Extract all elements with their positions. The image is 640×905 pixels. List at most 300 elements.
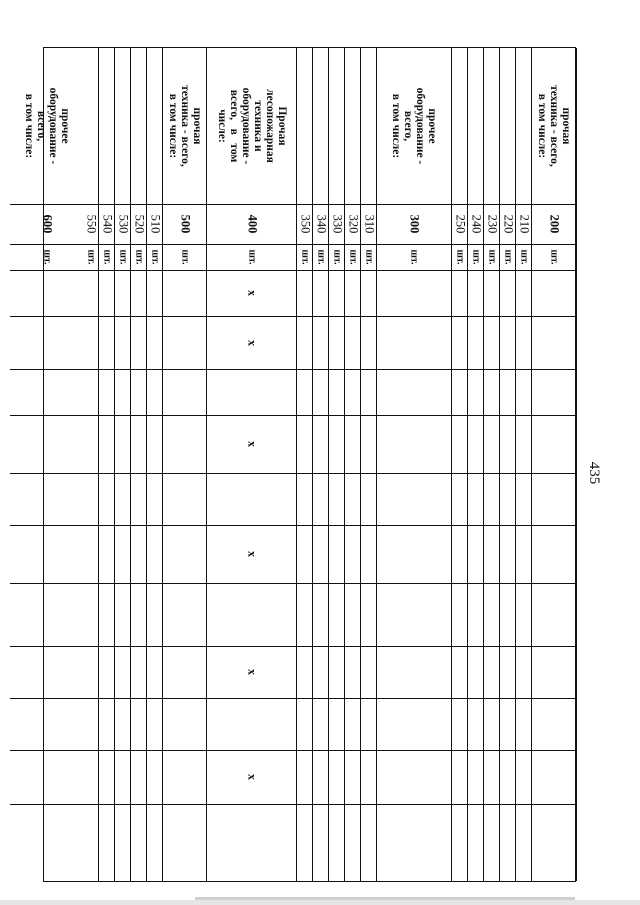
row-unit: шт. <box>315 249 326 265</box>
row-code-cell <box>163 204 206 244</box>
data-cell <box>131 646 146 698</box>
row-code-cell <box>115 204 130 244</box>
data-cell <box>500 583 515 646</box>
data-cell <box>452 369 467 415</box>
data-cell <box>532 473 576 525</box>
data-cell <box>345 646 360 698</box>
data-cell <box>99 415 114 473</box>
data-cell <box>532 750 576 804</box>
data-cell <box>207 698 296 750</box>
data-cell <box>83 369 98 415</box>
row-code-cell <box>500 204 515 244</box>
row-unit: шт. <box>149 249 160 265</box>
data-cell <box>377 316 451 369</box>
data-cell <box>99 750 114 804</box>
data-cell <box>329 646 344 698</box>
data-cell <box>207 804 296 867</box>
data-cell <box>468 473 483 525</box>
data-cell <box>163 804 206 867</box>
data-cell <box>377 698 451 750</box>
row-unit-cell <box>147 244 162 270</box>
data-cell <box>516 698 531 750</box>
data-cell <box>329 698 344 750</box>
row-code-cell <box>361 204 376 244</box>
data-cell <box>484 750 499 804</box>
data-cell <box>484 804 499 867</box>
row-code: 550 <box>84 214 98 234</box>
data-cell <box>500 646 515 698</box>
data-cell <box>147 525 162 583</box>
row-label: Прочая лесопожарная техника и оборудование - всего, в том числе: <box>215 87 288 165</box>
row-code-cell <box>484 204 499 244</box>
row-unit: шт. <box>331 249 342 265</box>
data-cell <box>313 270 328 316</box>
row-unit: шт. <box>363 249 374 265</box>
data-cell <box>345 415 360 473</box>
data-cell <box>532 270 576 316</box>
data-cell <box>484 369 499 415</box>
data-cell <box>131 525 146 583</box>
row-unit: шт. <box>101 249 112 265</box>
data-cell <box>313 646 328 698</box>
data-cell <box>516 415 531 473</box>
row-code-cell <box>99 204 114 244</box>
data-cell <box>163 750 206 804</box>
row-unit-cell <box>207 244 296 270</box>
table-column-350 <box>297 48 313 881</box>
row-label-cell <box>83 48 98 204</box>
cross-mark: x <box>245 774 259 780</box>
data-cell <box>163 369 206 415</box>
data-cell <box>10 583 83 646</box>
row-label-cell <box>361 48 376 204</box>
row-code-cell <box>10 204 83 244</box>
data-cell <box>532 525 576 583</box>
data-cell <box>361 583 376 646</box>
data-cell <box>297 646 312 698</box>
row-code-cell <box>147 204 162 244</box>
data-cell <box>131 316 146 369</box>
data-cell <box>532 316 576 369</box>
data-cell <box>83 316 98 369</box>
data-cell <box>115 473 130 525</box>
row-code-cell <box>532 204 576 244</box>
data-cell <box>83 473 98 525</box>
row-code-cell <box>345 204 360 244</box>
data-cell <box>207 316 296 369</box>
row-code: 240 <box>469 214 483 234</box>
row-unit: шт. <box>133 249 144 265</box>
data-cell <box>484 698 499 750</box>
table-column-230 <box>484 48 500 881</box>
row-unit-cell <box>163 244 206 270</box>
table-column-250 <box>452 48 468 881</box>
data-cell <box>468 369 483 415</box>
data-cell <box>297 525 312 583</box>
scan-edge-bottom <box>0 900 640 905</box>
data-cell <box>516 646 531 698</box>
data-cell <box>345 525 360 583</box>
data-cell <box>163 270 206 316</box>
table-column-200 <box>532 48 577 881</box>
data-cell <box>452 270 467 316</box>
row-code-cell <box>131 204 146 244</box>
data-cell <box>484 316 499 369</box>
data-cell <box>452 316 467 369</box>
row-unit-cell <box>516 244 531 270</box>
row-label-cell <box>516 48 531 204</box>
table-column-240 <box>468 48 484 881</box>
row-unit: шт. <box>41 249 52 265</box>
data-cell <box>468 415 483 473</box>
data-cell <box>131 804 146 867</box>
data-cell <box>468 698 483 750</box>
row-label: прочая техника - всего, в том числе: <box>166 85 203 167</box>
data-cell <box>452 415 467 473</box>
data-cell <box>115 750 130 804</box>
table-column-320 <box>345 48 361 881</box>
row-code: 340 <box>314 214 328 234</box>
table-column-500 <box>163 48 207 881</box>
data-cell <box>313 698 328 750</box>
data-cell <box>329 525 344 583</box>
data-cell <box>468 750 483 804</box>
data-cell <box>131 270 146 316</box>
data-cell <box>484 525 499 583</box>
row-unit-cell <box>468 244 483 270</box>
data-cell <box>377 583 451 646</box>
data-cell <box>361 316 376 369</box>
data-cell <box>377 646 451 698</box>
data-cell <box>10 316 83 369</box>
data-cell <box>345 270 360 316</box>
row-label-cell <box>345 48 360 204</box>
data-cell <box>207 525 296 583</box>
row-unit-cell <box>345 244 360 270</box>
data-cell <box>207 369 296 415</box>
data-cell <box>115 698 130 750</box>
data-cell <box>99 698 114 750</box>
cross-mark: x <box>245 290 259 296</box>
row-code: 400 <box>245 214 259 234</box>
data-cell <box>532 369 576 415</box>
table-column-340 <box>313 48 329 881</box>
data-cell <box>10 698 83 750</box>
data-cell <box>361 525 376 583</box>
row-code: 330 <box>330 214 344 234</box>
data-cell <box>207 750 296 804</box>
table-column-220 <box>500 48 516 881</box>
data-cell <box>83 583 98 646</box>
data-cell <box>99 369 114 415</box>
data-cell <box>452 473 467 525</box>
row-label-cell <box>163 48 206 204</box>
row-label: прочее оборудование - всего, в том числе: <box>22 87 71 165</box>
data-cell <box>313 804 328 867</box>
data-cell <box>83 270 98 316</box>
data-cell <box>297 698 312 750</box>
row-label-cell <box>10 48 83 204</box>
data-cell <box>452 698 467 750</box>
row-unit: шт. <box>117 249 128 265</box>
data-cell <box>484 270 499 316</box>
row-label-cell <box>115 48 130 204</box>
data-cell <box>131 583 146 646</box>
row-code: 230 <box>485 214 499 234</box>
cross-mark: x <box>245 441 259 447</box>
cross-mark: x <box>245 339 259 346</box>
data-cell <box>329 316 344 369</box>
cross-mark: x <box>245 669 259 675</box>
data-cell <box>452 525 467 583</box>
data-cell <box>207 473 296 525</box>
row-label-cell <box>207 48 296 204</box>
data-cell <box>361 750 376 804</box>
data-cell <box>10 804 83 867</box>
data-cell <box>516 316 531 369</box>
data-cell <box>329 415 344 473</box>
data-cell <box>329 583 344 646</box>
data-cell <box>10 525 83 583</box>
row-code-cell <box>468 204 483 244</box>
data-cell <box>10 750 83 804</box>
data-cell <box>83 646 98 698</box>
data-cell <box>147 646 162 698</box>
data-cell <box>484 473 499 525</box>
data-cell <box>516 583 531 646</box>
data-cell <box>532 804 576 867</box>
data-cell <box>500 369 515 415</box>
data-cell <box>163 415 206 473</box>
data-cell <box>377 415 451 473</box>
data-cell <box>500 316 515 369</box>
data-cell <box>115 270 130 316</box>
row-code-cell <box>313 204 328 244</box>
data-cell <box>500 473 515 525</box>
data-cell <box>345 583 360 646</box>
data-cell <box>516 473 531 525</box>
row-code-cell <box>297 204 312 244</box>
data-cell <box>500 750 515 804</box>
table-column-530 <box>115 48 131 881</box>
data-cell <box>115 525 130 583</box>
data-cell <box>345 698 360 750</box>
row-label-cell <box>297 48 312 204</box>
row-label-cell <box>313 48 328 204</box>
row-code: 500 <box>178 214 192 234</box>
row-label-cell <box>377 48 451 204</box>
data-cell <box>99 316 114 369</box>
row-label-cell <box>452 48 467 204</box>
row-unit-cell <box>361 244 376 270</box>
row-code: 320 <box>346 214 360 234</box>
data-cell <box>484 415 499 473</box>
data-cell <box>361 270 376 316</box>
data-cell <box>115 646 130 698</box>
data-cell <box>345 804 360 867</box>
data-cell <box>377 270 451 316</box>
data-cell <box>115 583 130 646</box>
data-cell <box>131 473 146 525</box>
data-cell <box>207 583 296 646</box>
row-code: 510 <box>148 214 162 234</box>
data-cell <box>147 270 162 316</box>
data-cell <box>532 415 576 473</box>
data-cell <box>83 525 98 583</box>
data-cell <box>83 698 98 750</box>
row-label-cell <box>99 48 114 204</box>
data-cell <box>83 750 98 804</box>
table-column-550 <box>83 48 99 881</box>
data-cell <box>516 750 531 804</box>
row-code: 540 <box>100 214 114 234</box>
table-column-330 <box>329 48 345 881</box>
data-cell <box>516 369 531 415</box>
row-unit-cell <box>83 244 98 270</box>
data-cell <box>313 415 328 473</box>
row-unit: шт. <box>408 249 420 265</box>
data-cell <box>207 415 296 473</box>
data-cell <box>297 473 312 525</box>
data-cell <box>361 473 376 525</box>
data-cell <box>147 473 162 525</box>
data-cell <box>131 698 146 750</box>
table-column-210 <box>516 48 532 881</box>
table-column-400 <box>207 48 297 881</box>
data-cell <box>297 750 312 804</box>
data-cell <box>377 750 451 804</box>
data-cell <box>163 316 206 369</box>
data-cell <box>516 804 531 867</box>
row-unit-cell <box>377 244 451 270</box>
row-label-cell <box>484 48 499 204</box>
data-cell <box>147 369 162 415</box>
data-cell <box>484 583 499 646</box>
data-cell <box>500 804 515 867</box>
data-cell <box>163 525 206 583</box>
data-cell <box>468 525 483 583</box>
data-cell <box>147 415 162 473</box>
row-unit-cell <box>329 244 344 270</box>
data-cell <box>131 415 146 473</box>
data-cell <box>147 804 162 867</box>
data-cell <box>163 698 206 750</box>
row-label-cell <box>131 48 146 204</box>
data-cell <box>163 646 206 698</box>
row-unit-cell <box>452 244 467 270</box>
data-cell <box>452 804 467 867</box>
data-cell <box>377 525 451 583</box>
row-label-cell <box>147 48 162 204</box>
data-cell <box>361 698 376 750</box>
data-cell <box>313 473 328 525</box>
row-code: 310 <box>362 214 376 234</box>
data-cell <box>147 750 162 804</box>
data-cell <box>99 270 114 316</box>
row-code: 600 <box>40 214 54 234</box>
page-number <box>579 461 609 485</box>
row-code: 520 <box>132 214 146 234</box>
row-unit-cell <box>500 244 515 270</box>
row-label: прочее оборудование - всего, в том числе: <box>390 87 438 165</box>
row-unit-cell <box>532 244 576 270</box>
data-cell <box>131 369 146 415</box>
data-cell <box>377 473 451 525</box>
row-unit: шт. <box>85 249 96 265</box>
data-cell <box>329 750 344 804</box>
row-unit-cell <box>313 244 328 270</box>
data-cell <box>10 646 83 698</box>
data-cell <box>147 698 162 750</box>
row-code-cell <box>452 204 467 244</box>
row-code: 220 <box>501 214 515 234</box>
data-cell <box>516 270 531 316</box>
row-unit: шт. <box>548 249 560 265</box>
row-unit: шт. <box>470 249 481 265</box>
data-cell <box>297 316 312 369</box>
table-column-600 <box>10 48 83 881</box>
cross-mark: x <box>245 551 259 557</box>
data-cell <box>532 698 576 750</box>
data-cell <box>147 583 162 646</box>
data-cell <box>297 270 312 316</box>
row-label: прочая техника - всего, в том числе: <box>536 85 572 167</box>
data-cell <box>532 583 576 646</box>
data-cell <box>313 369 328 415</box>
table-column-520 <box>131 48 147 881</box>
data-cell <box>452 583 467 646</box>
data-cell <box>147 316 162 369</box>
row-unit: шт. <box>246 249 257 265</box>
data-cell <box>99 525 114 583</box>
row-unit: шт. <box>454 249 465 265</box>
data-cell <box>329 369 344 415</box>
data-cell <box>500 525 515 583</box>
data-cell <box>500 698 515 750</box>
data-cell <box>361 415 376 473</box>
row-unit: шт. <box>299 249 310 265</box>
row-unit: шт. <box>502 249 513 265</box>
data-cell <box>313 525 328 583</box>
row-code: 350 <box>298 214 312 234</box>
row-label-cell <box>532 48 576 204</box>
row-unit: шт. <box>179 249 190 265</box>
page-number-text: 435 <box>586 461 603 485</box>
data-cell <box>468 583 483 646</box>
data-cell <box>99 473 114 525</box>
row-unit: шт. <box>486 249 497 265</box>
data-cell <box>500 270 515 316</box>
row-unit-cell <box>115 244 130 270</box>
equipment-table <box>22 47 576 882</box>
row-unit-cell <box>297 244 312 270</box>
data-cell <box>345 473 360 525</box>
data-cell <box>484 646 499 698</box>
data-cell <box>131 750 146 804</box>
data-cell <box>345 316 360 369</box>
data-cell <box>361 369 376 415</box>
row-code: 200 <box>547 214 562 234</box>
data-cell <box>115 369 130 415</box>
row-unit-cell <box>99 244 114 270</box>
data-cell <box>83 415 98 473</box>
row-label-cell <box>500 48 515 204</box>
data-cell <box>377 804 451 867</box>
data-cell <box>329 804 344 867</box>
row-code: 210 <box>517 214 531 234</box>
data-cell <box>313 316 328 369</box>
data-cell <box>10 369 83 415</box>
